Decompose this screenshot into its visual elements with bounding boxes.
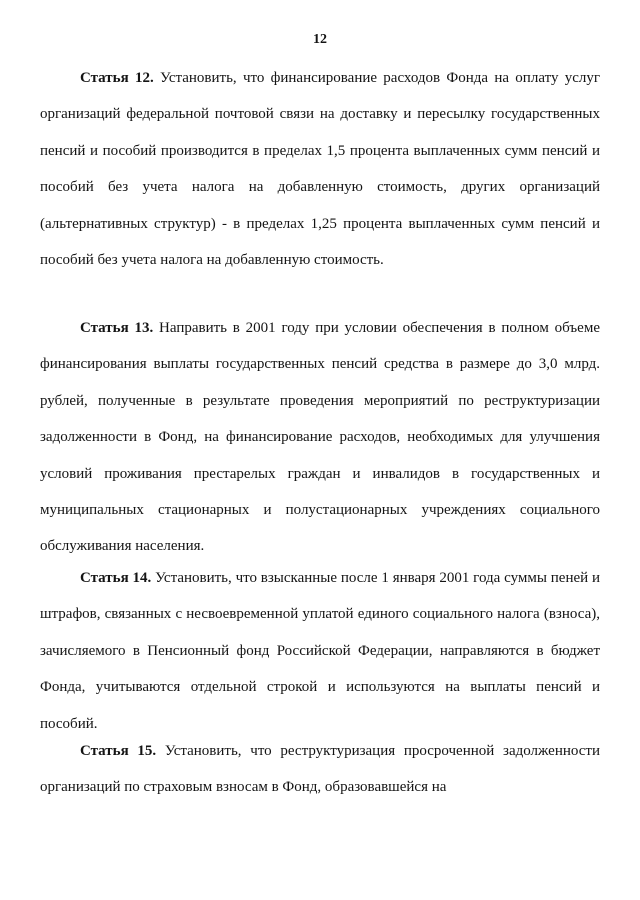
article-12 bbox=[40, 60, 600, 278]
article-13-heading: Статья 13. bbox=[80, 320, 154, 336]
article-15-heading: Статья 15. bbox=[80, 743, 157, 759]
article-14-heading: Статья 14. bbox=[80, 570, 152, 586]
article-14 bbox=[40, 560, 600, 742]
article-14-text: Установить, что взысканные после 1 января 2001 года суммы пеней и штрафов, связанных с несвоевременной уплатой единого социального налога (взноса), зачисляемого в Пенсионный фонд Российской Федерации, направляются в бюджет Фонда, учитываются отдельной строкой и используются на выплаты пенсий и пособий. bbox=[40, 570, 601, 732]
article-15 bbox=[40, 733, 600, 806]
article-13 bbox=[40, 310, 600, 565]
article-12-heading: Статья 12. bbox=[80, 70, 154, 86]
page-number: 12 bbox=[313, 32, 327, 47]
article-12-text: Установить, что финансирование расходов Фонда на оплату услуг организаций федеральной почтовой связи на доставку и пересылку государственных пенсий и пособий производится в пределах 1,5 процента выплаченных сумм пенсий и пособий без учета налога на добавленную стоимость, других организаций (альтернативных структур) - в пределах 1,25 процента выплаченных сумм пенсий и пособий без учета налога на добавленную стоимость. bbox=[40, 70, 601, 269]
article-13-text: Направить в 2001 году при условии обеспечения в полном объеме финансирования выплаты государственных пенсий средства в размере до 3,0 млрд. рублей, полученные в результате проведения мероприятий по реструктуризации задолженности в Фонд, на финансирование расходов, необходимых для улучшения условий проживания престарелых граждан и инвалидов в государственных и муниципальных стационарных и полустационарных учреждениях социального обслуживания населения. bbox=[40, 320, 600, 555]
article-15-text: Установить, что реструктуризация просроченной задолженности организаций по страховым взносам в Фонд, образовавшейся на bbox=[40, 743, 601, 796]
